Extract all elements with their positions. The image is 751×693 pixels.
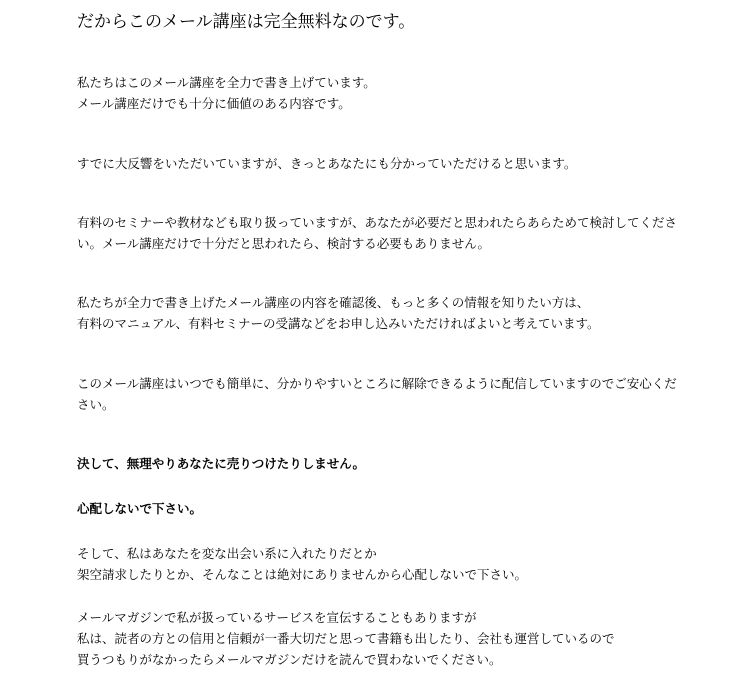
paragraph-1-line-1: 私たちはこのメール講座を全力で書き上げています。 [77, 75, 376, 90]
paragraph-5-line-1: このメール講座はいつでも簡単に、分かりやすいところに解除できるように配信していますのでご安心くだ [77, 376, 677, 391]
paragraph-4-line-1: 私たちが全力で書き上げたメール講座の内容を確認後、もっと多くの情報を知りたい方は、 [77, 295, 590, 310]
paragraph-8-line-2: 架空請求したりとか、そんなことは絶対にありませんから心配しないで下さい。 [77, 567, 528, 582]
paragraph-1-line-2: メール講座だけでも十分に価値のある内容です。 [77, 96, 351, 111]
paragraph-3-line-1: 有料のセミナーや教材なども取り扱っていますが、あなたが必要だと思われたらあらためて検討してくださ [77, 215, 678, 230]
paragraph-5-line-2: さい。 [77, 397, 115, 412]
paragraph-3-line-2: い。メール講座だけで十分だと思われたら、検討する必要もありません。 [77, 236, 491, 251]
paragraph-8-line-1: そして、私はあなたを変な出会い系に入れたりだとか [77, 546, 377, 561]
paragraph-9-line-3: 買うつもりがなかったらメールマガジンだけを読んで買わないでください。 [77, 652, 502, 667]
paragraph-2-line-1: すでに大反響をいただいていますが、きっとあなたにも分かっていただけると思います。 [77, 156, 577, 171]
paragraph-4-line-2: 有料のマニュアル、有料セミナーの受講などをお申し込みいただければよいと考えています。 [77, 316, 600, 331]
paragraph-9-line-2: 私は、読者の方との信用と信頼が一番大切だと思って書籍も出したり、会社も運営しているので [77, 631, 615, 646]
paragraph-9-line-1: メールマガジンで私が扱っているサービスを宣伝することもありますが [77, 610, 477, 625]
bold-statement-no-worry: 心配しないで下さい。 [77, 501, 203, 516]
headline: だからこのメール講座は完全無料なのです。 [77, 12, 416, 32]
bold-statement-no-pushy-sales: 決して、無理やりあなたに売りつけたりしません。 [77, 456, 366, 471]
